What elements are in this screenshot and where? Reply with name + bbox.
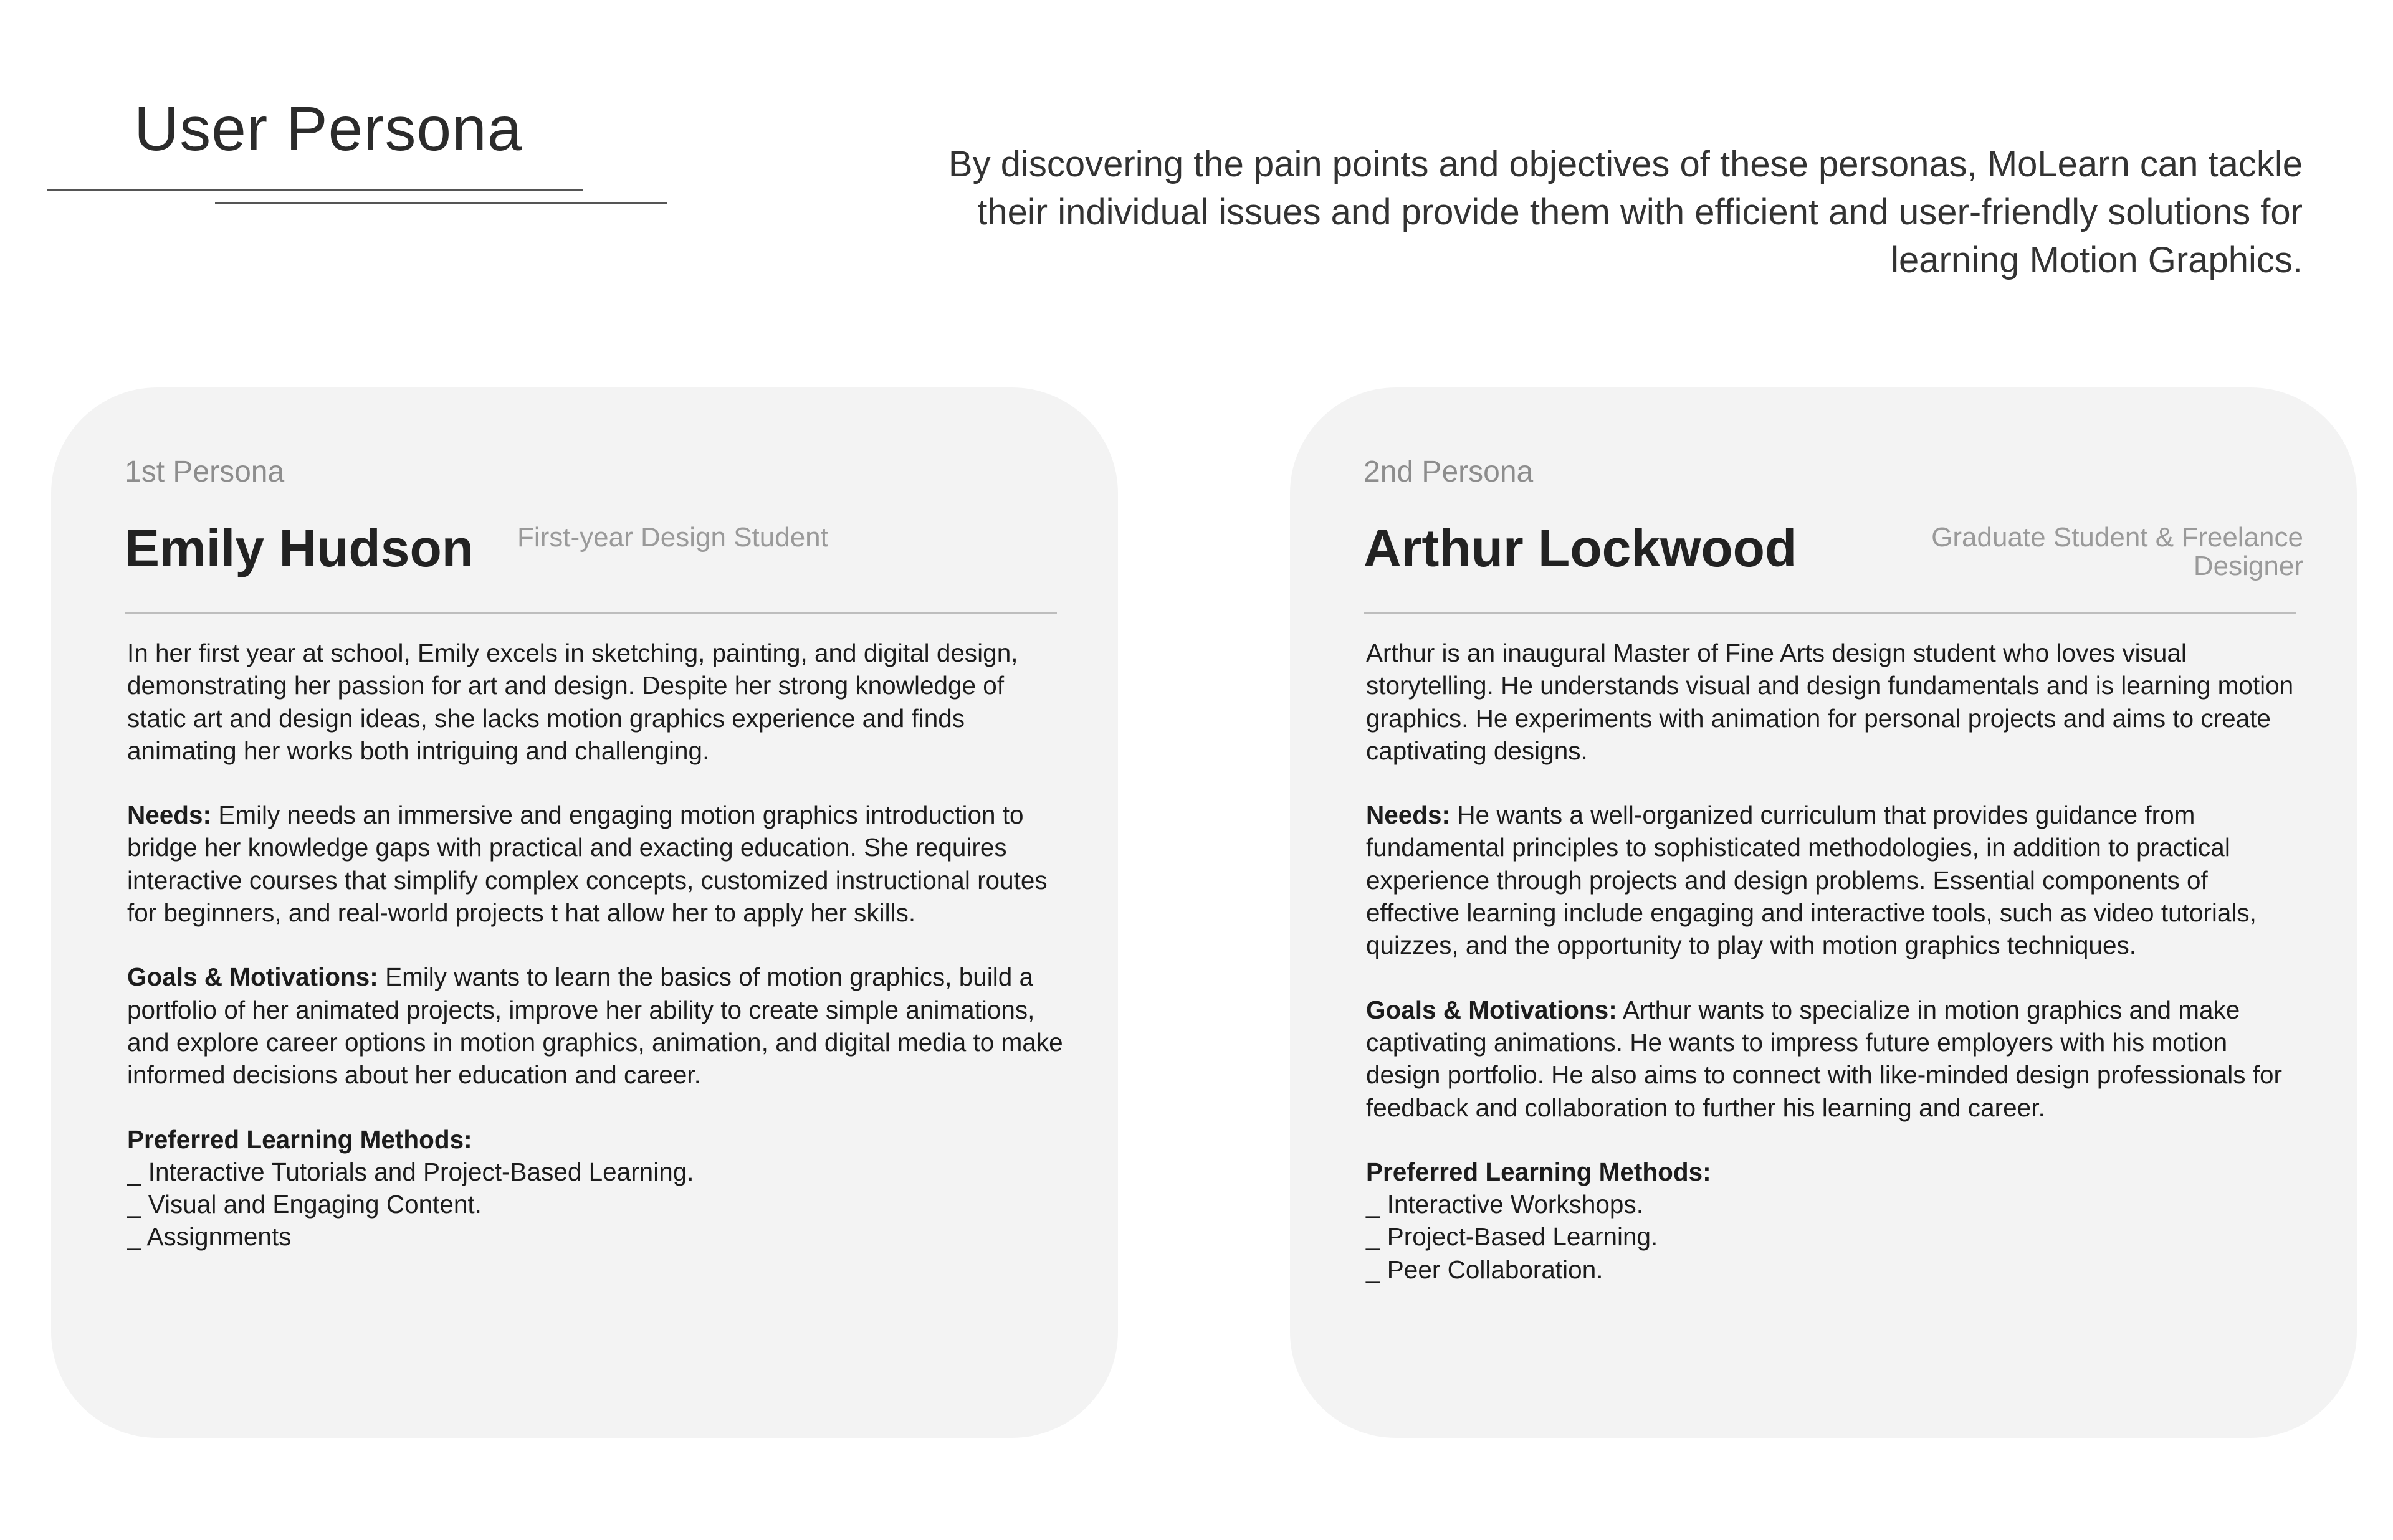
title-underline-short (215, 202, 667, 204)
persona-needs (127, 799, 1068, 929)
persona-goals (1366, 994, 2307, 1124)
method-item: _ Interactive Tutorials and Project-Based Learning. (127, 1157, 694, 1186)
needs-text: Emily needs an immersive and engaging motion graphics introduction to bridge her knowledge gaps with practical and exacting education. She requires interactive courses that simplify complex concepts, customized instructional routes for beginners, and real-world projects t hat allow her to apply her skills. (127, 801, 1048, 928)
method-item: _ Visual and Engaging Content. (127, 1190, 482, 1219)
intro-paragraph: By discovering the pain points and objectives of these personas, MoLearn can tackle their individual issues and provide them with efficient and user-friendly solutions for learning Motion Graphics. (948, 144, 2303, 280)
persona-divider (1364, 612, 2296, 614)
persona-goals (127, 961, 1068, 1091)
persona-methods (127, 1123, 1068, 1253)
goals-text: Emily wants to learn the basics of motion graphics, build a portfolio of her animated projects, improve her ability to create simple animations, and explore career options in motion graphics, animation, and digital media to make informed decisions about her education and career. (127, 962, 1063, 1090)
persona-divider (125, 612, 1057, 614)
method-item: _ Assignments (127, 1222, 292, 1252)
persona-body (127, 637, 1068, 1285)
persona-name: Emily Hudson (125, 519, 474, 578)
persona-role: Graduate Student & Freelance Designer (1931, 522, 2303, 581)
persona-label: 1st Persona (125, 455, 285, 488)
method-item: _ Peer Collaboration. (1366, 1255, 1603, 1284)
page-title: User Persona (134, 94, 523, 164)
persona-summary: Arthur is an inaugural Master of Fine Arts design student who loves visual storytelling. He understands visual and design fundamentals and is learning motion graphics. He experiments with animation for personal projects and aims to create captivating designs. (1366, 639, 2294, 765)
methods-label: Preferred Learning Methods: (1366, 1157, 1711, 1186)
persona-card-emily (51, 387, 1118, 1438)
method-item: _ Interactive Workshops. (1366, 1190, 1643, 1219)
persona-summary: In her first year at school, Emily excels in sketching, painting, and digital design, demonstrating her passion for art and design. Despite her strong knowledge of static art and design ideas, she lacks motion graphics experience and finds animating her works both intriguing and challenging. (127, 639, 1018, 765)
method-item: _ Project-Based Learning. (1366, 1222, 1658, 1252)
persona-needs (1366, 799, 2307, 961)
persona-role: First-year Design Student (517, 522, 828, 553)
methods-label: Preferred Learning Methods: (127, 1124, 472, 1154)
needs-label: Needs: (1366, 801, 1451, 830)
needs-text: He wants a well-organized curriculum that provides guidance from fundamental principles to sophisticated methodologies, in addition to practical experience through projects and design problems. Essential components of effective learning include engaging and interactive tools, such as video tutorials, quizzes, and the opportunity to play with motion graphics techniques. (1366, 801, 2257, 960)
persona-methods (1366, 1156, 2307, 1286)
goals-text: Arthur wants to specialize in motion graphics and make captivating animations. He wants to impress future employers with his motion design portfolio. He also aims to connect with like-minded design professionals for feedback and collaboration to further his learning and career. (1366, 995, 2283, 1122)
persona-label: 2nd Persona (1364, 455, 1534, 488)
goals-label: Goals & Motivations: (127, 962, 378, 992)
persona-name: Arthur Lockwood (1364, 519, 1797, 578)
title-underline-long (47, 189, 583, 191)
needs-label: Needs: (127, 801, 212, 830)
goals-label: Goals & Motivations: (1366, 995, 1617, 1024)
persona-card-arthur (1290, 387, 2357, 1438)
persona-body (1366, 637, 2307, 1318)
